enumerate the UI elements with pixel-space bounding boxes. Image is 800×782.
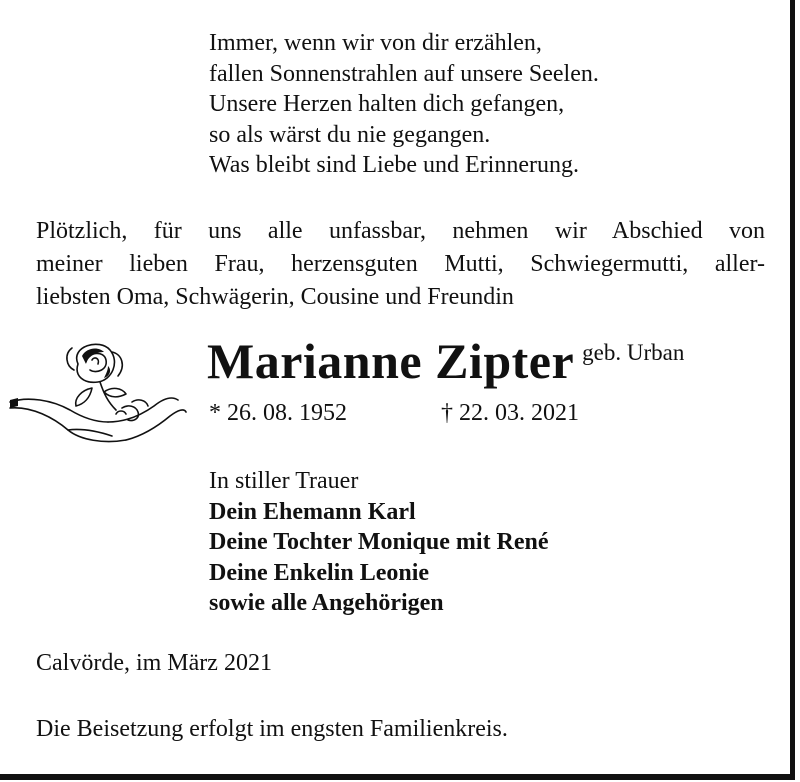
mourners-block	[209, 466, 549, 619]
burial-note: Die Beisetzung erfolgt im engsten Familienkreis.	[36, 716, 508, 742]
mourner-name: sowie alle Angehörigen	[209, 590, 444, 616]
announcement-text	[36, 215, 765, 314]
announcement-line: meiner lieben Frau, herzensguten Mutti, Schwiegermutti, aller-	[36, 251, 765, 277]
poem-line: Unsere Herzen halten dich gefangen,	[209, 91, 565, 118]
poem-line: fallen Sonnenstrahlen auf unsere Seelen.	[209, 60, 599, 87]
rose-in-hands-icon	[8, 336, 188, 456]
mourner-name: Dein Ehemann Karl	[209, 498, 416, 525]
announcement-line: liebsten Oma, Schwägerin, Cousine und Freundin	[36, 284, 514, 310]
announcement-line: Plötzlich, für uns alle unfassbar, nehmen wir Abschied von	[36, 218, 765, 244]
poem-line: so als wärst du nie gegangen.	[209, 121, 491, 148]
mourning-heading: In stiller Trauer	[209, 468, 359, 494]
deceased-name: Marianne Zipter	[207, 333, 575, 389]
poem-line: Was bleibt sind Liebe und Erinnerung.	[209, 152, 579, 179]
mourner-name: Deine Tochter Monique mit René	[209, 529, 549, 555]
birth-date: * 26. 08. 1952	[209, 400, 347, 426]
place-and-date: Calvörde, im März 2021	[36, 650, 272, 676]
poem	[209, 28, 599, 181]
birth-name: geb. Urban	[582, 340, 685, 365]
death-date: † 22. 03. 2021	[441, 400, 579, 426]
mourner-name: Deine Enkelin Leonie	[209, 559, 430, 586]
poem-line: Immer, wenn wir von dir erzählen,	[209, 30, 542, 56]
deceased-name-line	[207, 332, 684, 390]
